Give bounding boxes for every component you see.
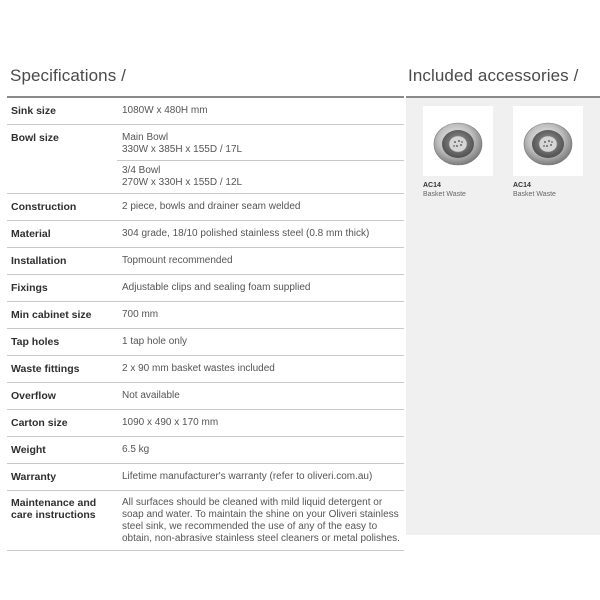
main-bowl-spec [122,132,404,160]
table-row [7,275,404,302]
main-bowl-title: Main Bowl [122,132,169,143]
three-quarter-bowl-dims: 270W x 330H x 155D / 12L [122,177,243,188]
accessories-panel [406,96,600,535]
main-bowl-dims: 330W x 385H x 155D / 17L [122,144,243,155]
row-value: Adjustable clips and sealing foam supplied [117,275,404,302]
table-row [7,248,404,275]
row-label: Warranty [7,464,117,491]
table-row [7,97,404,125]
row-value: 1 tap hole only [117,329,404,356]
row-value: 2 piece, bowls and drainer seam welded [117,194,404,221]
row-label: Weight [7,437,117,464]
row-value: 700 mm [117,302,404,329]
basket-waste-icon [423,106,493,176]
table-row [7,491,404,551]
row-value: Lifetime manufacturer's warranty (refer to oliveri.com.au) [117,464,404,491]
row-value: Not available [117,383,404,410]
specifications-heading: Specifications / [10,66,126,85]
row-value: 6.5 kg [117,437,404,464]
row-label: Material [7,221,117,248]
row-label: Construction [7,194,117,221]
row-value: All surfaces should be cleaned with mild liquid detergent or soap and water. To maintain the shine on your Oliveri stainless steel sink, we recommended the use of any of the easy to obtain, non-abrasive stainless steel cleaners or metal polishes. [117,491,404,551]
table-row [7,302,404,329]
table-row [7,125,404,194]
row-value: 2 x 90 mm basket wastes included [117,356,404,383]
row-label: Maintenance and care instructions [7,491,117,551]
table-row [7,329,404,356]
table-row [7,194,404,221]
accessory-code: AC14 [423,182,441,189]
row-label: Overflow [7,383,117,410]
basket-waste-icon [513,106,583,176]
three-quarter-bowl-title: 3/4 Bowl [122,165,161,176]
row-label: Tap holes [7,329,117,356]
three-quarter-bowl-spec [117,160,404,193]
accessories-heading: Included accessories / [408,66,579,85]
row-value: Topmount recommended [117,248,404,275]
row-value [117,125,404,194]
row-label: Sink size [7,97,117,125]
row-label: Fixings [7,275,117,302]
row-value: 1080W x 480H mm [117,97,404,125]
table-row [7,221,404,248]
table-row [7,356,404,383]
row-label: Installation [7,248,117,275]
table-row [7,464,404,491]
accessory-card[interactable] [513,106,583,199]
row-value: 1090 x 490 x 170 mm [117,410,404,437]
accessory-name: Basket Waste [423,191,466,198]
table-row [7,410,404,437]
accessory-name: Basket Waste [513,191,556,198]
table-row [7,437,404,464]
row-label: Waste fittings [7,356,117,383]
row-label: Carton size [7,410,117,437]
row-label: Min cabinet size [7,302,117,329]
row-label: Bowl size [7,125,117,194]
table-row [7,383,404,410]
accessory-card[interactable] [423,106,493,199]
accessory-code: AC14 [513,182,531,189]
row-value: 304 grade, 18/10 polished stainless steel (0.8 mm thick) [117,221,404,248]
specifications-table [7,96,404,551]
